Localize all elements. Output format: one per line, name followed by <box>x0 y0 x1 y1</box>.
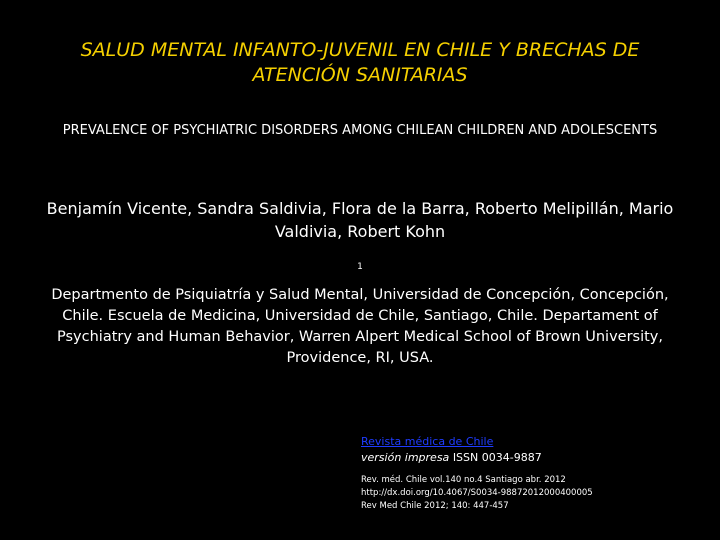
slide-subtitle: PREVALENCE OF PSYCHIATRIC DISORDERS AMONG CHILEAN CHILDREN AND ADOLESCENTS <box>62 123 658 138</box>
edition-line <box>361 450 701 466</box>
citation-details <box>361 474 701 513</box>
slide-title: SALUD MENTAL INFANTO-JUVENIL EN CHILE Y BRECHAS DE ATENCIÓN SANITARIAS <box>80 39 640 86</box>
journal-link[interactable]: Revista médica de Chile <box>361 435 494 448</box>
authors-list: Benjamín Vicente, Sandra Saldivia, Flora de la Barra, Roberto Melipillán, Mario Valdivia, Robert Kohn <box>46 199 674 241</box>
issn-text: ISSN 0034-9887 <box>452 451 542 464</box>
reference-text: Rev Med Chile 2012; 140: 447-457 <box>361 501 509 511</box>
affiliation-text: Departmento de Psiquiatría y Salud Mental, Universidad de Concepción, Concepción, Chile. Escuela de Medicina, Universidad de Chile, Santiago, Chile. Departament of Psychiatry and Human Behavior, Warren Alpert Medical School of Brown University, Providence, RI, USA. <box>51 287 669 366</box>
edition-label: versión impresa <box>361 451 450 464</box>
doi-text: http://dx.doi.org/10.4067/S0034-98872012000400005 <box>361 488 593 498</box>
citation-block <box>361 434 701 513</box>
volume-text: Rev. méd. Chile vol.140 no.4 Santiago abr. 2012 <box>361 475 566 485</box>
footnote-mark: 1 <box>357 262 363 272</box>
